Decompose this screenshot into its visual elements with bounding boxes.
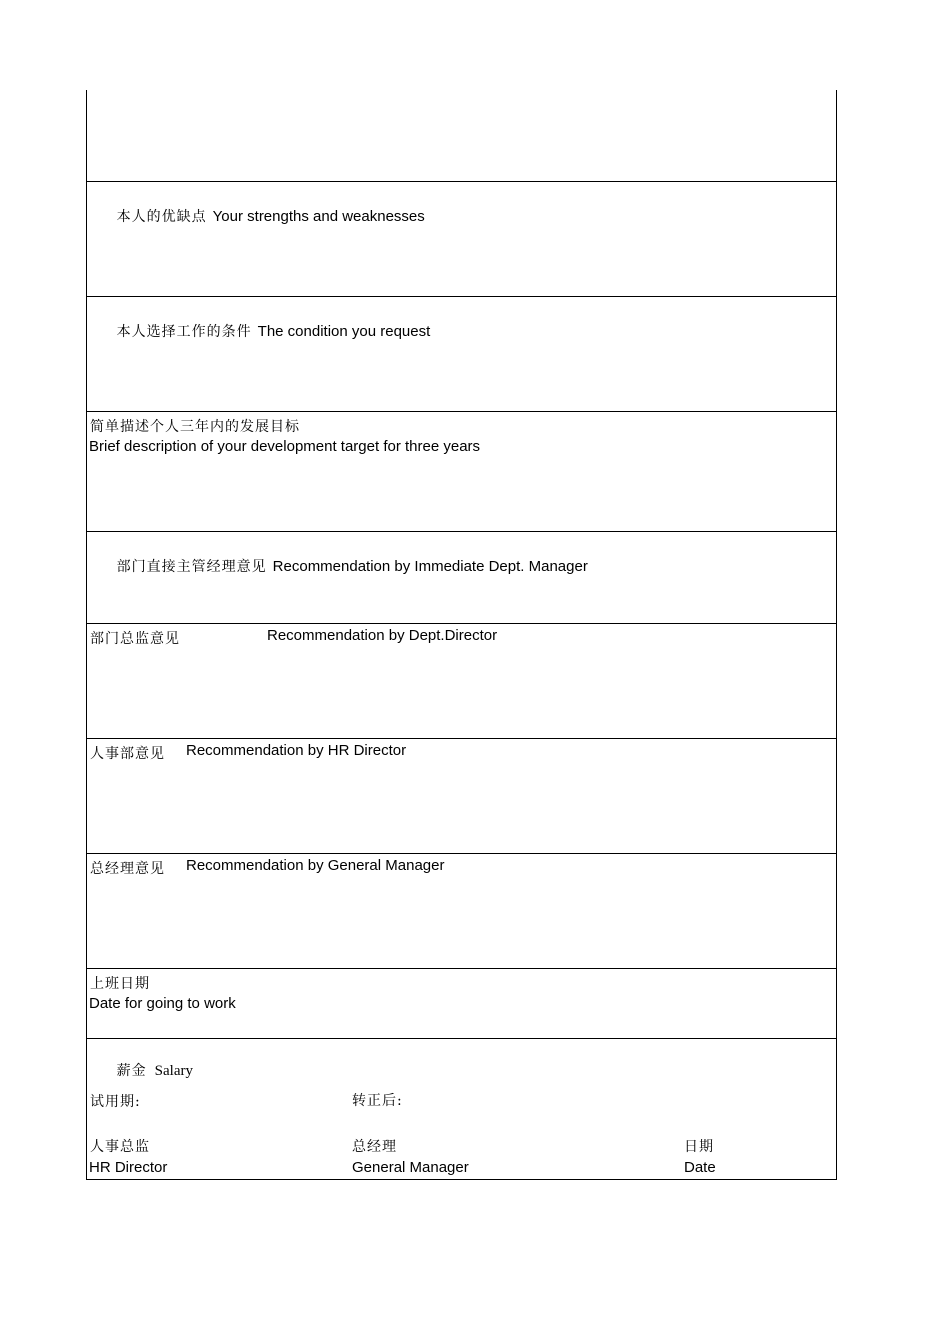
development-label-zh: 简单描述个人三年内的发展目标: [90, 419, 300, 435]
conditions-label-en: The condition you request: [257, 323, 431, 340]
salary-label-zh: 薪金: [116, 1063, 147, 1079]
development-target-section[interactable]: [87, 411, 836, 531]
date-signature-label-en: Date: [684, 1159, 716, 1176]
conditions-label-zh: 本人选择工作的条件: [116, 324, 252, 340]
confirmed-salary-label: 转正后:: [352, 1093, 403, 1109]
hr-director-signature-label-en: HR Director: [89, 1159, 168, 1176]
start-date-label-en: Date for going to work: [89, 995, 236, 1012]
hr-label-en: Recommendation by HR Director: [186, 742, 407, 759]
start-date-label-zh: 上班日期: [90, 976, 150, 992]
strengths-section[interactable]: [87, 181, 836, 296]
hr-recommendation-section[interactable]: [87, 738, 836, 853]
strengths-label-zh: 本人的优缺点: [116, 209, 207, 225]
dept-manager-label-en: Recommendation by Immediate Dept. Manager: [272, 558, 588, 575]
dept-manager-label: [90, 538, 588, 594]
conditions-section[interactable]: [87, 296, 836, 411]
dept-manager-label-zh: 部门直接主管经理意见: [116, 559, 267, 575]
application-form: [86, 90, 837, 1180]
dept-director-label-zh: 部门总监意见: [90, 631, 180, 647]
salary-section[interactable]: [87, 1038, 836, 1179]
probation-salary-label: 试用期:: [90, 1094, 141, 1110]
previous-section-answer-area[interactable]: [87, 90, 836, 181]
gm-label-en: Recommendation by General Manager: [186, 857, 445, 874]
hr-label-zh: 人事部意见: [90, 746, 165, 762]
salary-label: [90, 1042, 193, 1098]
dept-manager-recommendation-section[interactable]: [87, 531, 836, 623]
date-signature-label-zh: 日期: [684, 1139, 714, 1155]
dept-director-label-en: Recommendation by Dept.Director: [267, 627, 498, 644]
strengths-label: [90, 188, 425, 244]
dept-director-recommendation-section[interactable]: [87, 623, 836, 738]
start-date-section[interactable]: [87, 968, 836, 1038]
strengths-label-en: Your strengths and weaknesses: [212, 208, 425, 225]
salary-label-en: Salary: [154, 1063, 193, 1079]
gm-signature-label-zh: 总经理: [352, 1139, 397, 1155]
gm-label-zh: 总经理意见: [90, 861, 165, 877]
development-label-en: Brief description of your development target for three years: [89, 438, 481, 455]
gm-signature-label-en: General Manager: [352, 1159, 469, 1176]
conditions-label: [90, 303, 430, 359]
general-manager-recommendation-section[interactable]: [87, 853, 836, 968]
hr-director-signature-label-zh: 人事总监: [90, 1139, 150, 1155]
